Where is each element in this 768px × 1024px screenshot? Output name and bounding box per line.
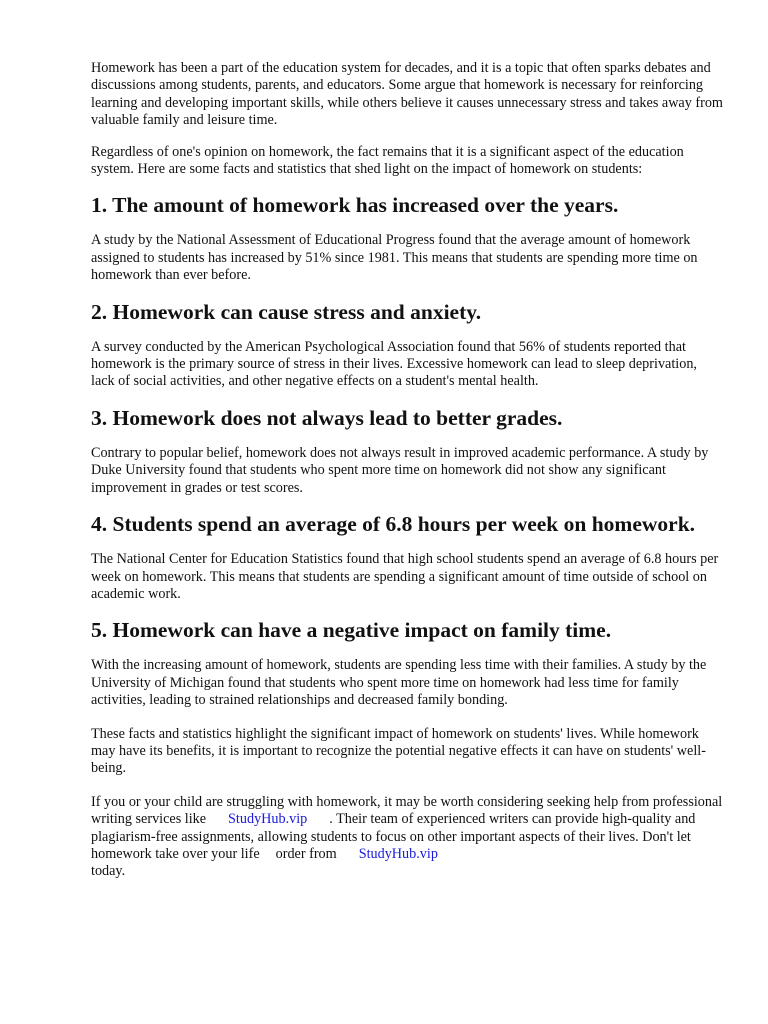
section-body: The National Center for Education Statistics found that high school students spend an average of 6.8 hours per week on homework. This means that students are spending a significant amount of time outside of school on academic work.: [91, 551, 719, 602]
intro-paragraph-2: Regardless of one's opinion on homework, the fact remains that it is a significant aspect of the education system. Here are some facts and statistics that shed light on the impact of homework on students:: [91, 143, 684, 178]
cta-text-part-1: If you or your child are struggling with homework, it may be worth considering seeking help from professional writing services like: [91, 793, 723, 828]
section-body: A study by the National Assessment of Educational Progress found that the average amount of homework assigned to students has increased by 51% since 1981. This means that students are spending more time on homework than ever before.: [91, 232, 698, 284]
section-heading: 1. The amount of homework has increased over the years.: [91, 193, 619, 218]
section-heading: 2. Homework can cause stress and anxiety.: [91, 299, 482, 324]
section-heading: 3. Homework does not always lead to better grades.: [91, 405, 563, 430]
section-body: A survey conducted by the American Psychological Association found that 56% of students reported that homework is the primary source of stress in their lives. Excessive homework can lead to sleep deprivation, lack of social activities, and other negative effects on a student's mental health.: [91, 338, 697, 390]
studyhub-link-2[interactable]: StudyHub.vip: [358, 845, 438, 862]
section-5: [91, 617, 724, 709]
section-2: [91, 299, 724, 391]
closing-call-to-action: [91, 794, 724, 881]
cta-text-part-4: today.: [91, 863, 126, 880]
cta-text-part-2: . Their team of experienced writers can provide high-quality and plagiarism-free assignments, allowing students to focus on other important aspects of their lives. Don't let homework take over your life: [91, 811, 696, 862]
section-body: Contrary to popular belief, homework does not always result in improved academic performance. A study by Duke University found that students who spent more time on homework did not show any significant improvement in grades or test scores.: [91, 444, 709, 496]
section-1: [91, 192, 724, 284]
section-4: [91, 511, 724, 603]
studyhub-link-1[interactable]: StudyHub.vip: [228, 811, 308, 828]
section-body: With the increasing amount of homework, students are spending less time with their families. A study by the University of Michigan found that students who spent more time on homework had less time for family activities, leading to strained relationships and decreased family bonding.: [91, 657, 707, 709]
section-heading: 4. Students spend an average of 6.8 hours per week on homework.: [91, 512, 696, 537]
closing-summary: These facts and statistics highlight the significant impact of homework on students' lives. While homework may have its benefits, it is important to recognize the potential negative effects it can have on students' well-being.: [91, 725, 706, 777]
cta-text-part-3: order from: [275, 845, 337, 862]
section-heading: 5. Homework can have a negative impact on family time.: [91, 618, 612, 643]
section-3: [91, 405, 724, 497]
intro-paragraph-1: Homework has been a part of the education system for decades, and it is a topic that often sparks debates and discussions among students, parents, and educators. Some argue that homework is necessary for reinforcing learning and developing important skills, while others believe it causes unnecessary stress and takes away from valuable family and leisure time.: [91, 60, 723, 129]
